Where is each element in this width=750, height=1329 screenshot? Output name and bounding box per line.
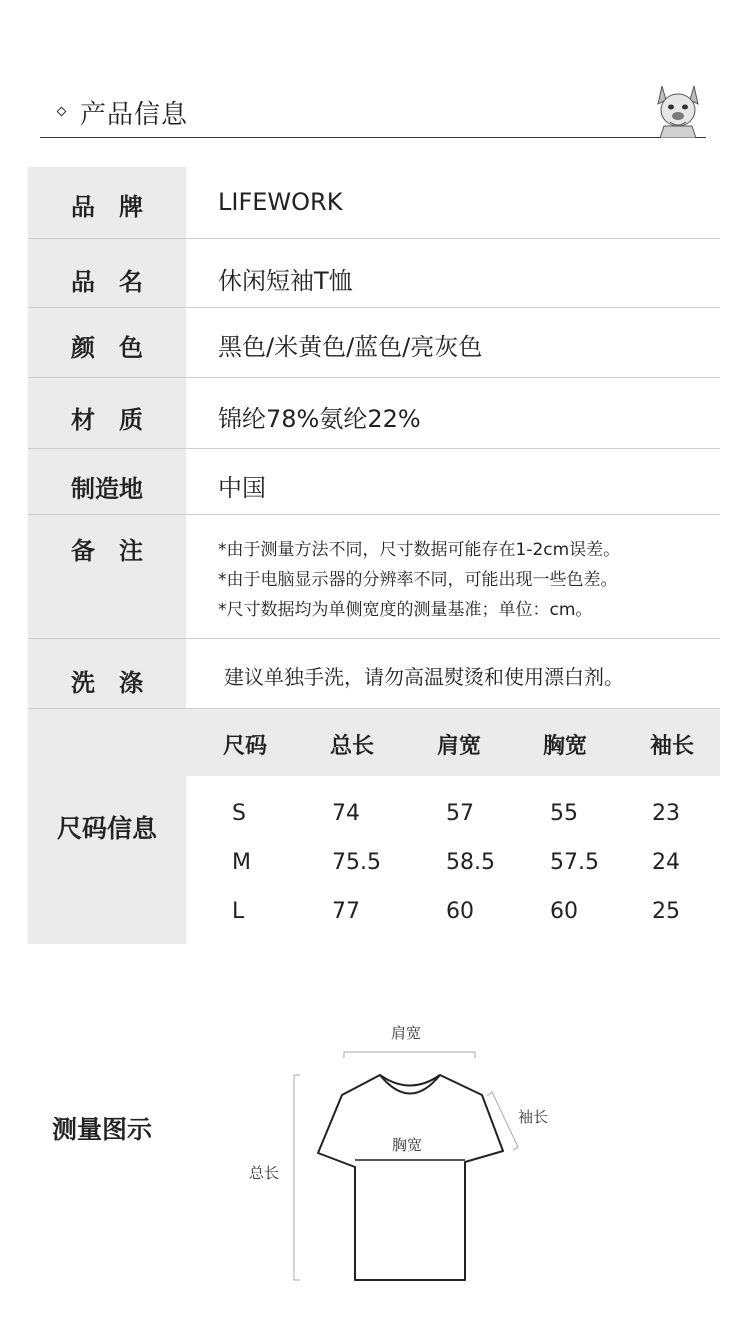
diagram-title: 测量图示: [52, 1115, 153, 1144]
length-label: 总长: [249, 1164, 280, 1182]
spec-label: 品 牌: [71, 193, 143, 221]
note-line: *尺寸数据均为单侧宽度的测量基准；单位：cm。: [218, 600, 593, 620]
diamond-icon: [57, 107, 67, 117]
spec-label: 材 质: [71, 406, 143, 434]
spec-label: 颜 色: [71, 334, 143, 362]
table-cell: 58.5: [446, 850, 495, 875]
size-table-label: 尺码信息: [56, 814, 157, 843]
size-table: [28, 709, 720, 944]
shoulder-label: 肩宽: [391, 1024, 422, 1042]
header-cell: 总长: [330, 734, 375, 759]
section-title: 产品信息: [80, 100, 189, 130]
header-cell: 袖长: [650, 734, 695, 759]
spec-value: 黑色/米黄色/蓝色/亮灰色: [218, 333, 483, 361]
table-cell: L: [232, 899, 245, 924]
table-cell: M: [232, 850, 251, 875]
table-cell: 57: [446, 801, 474, 826]
header-cell: 肩宽: [437, 734, 482, 759]
spec-row-notes: [28, 515, 720, 639]
note-line: *由于电脑显示器的分辨率不同，可能出现一些色差。: [218, 570, 618, 590]
measurement-diagram: [0, 1000, 750, 1300]
table-cell: 75.5: [332, 850, 381, 875]
spec-value: 中国: [218, 474, 266, 502]
spec-value: 休闲短袖T恤: [218, 267, 353, 295]
table-cell: 74: [332, 801, 360, 826]
spec-label: 制造地: [71, 475, 143, 503]
table-cell: 60: [446, 899, 474, 924]
spec-label: 品 名: [71, 268, 143, 296]
section-header: [40, 80, 706, 138]
spec-label: 备 注: [71, 537, 143, 565]
spec-row-material: [28, 378, 720, 449]
table-cell: 23: [652, 801, 680, 826]
note-line: *由于测量方法不同，尺寸数据可能存在1-2cm误差。: [218, 540, 621, 560]
sleeve-label: 袖长: [518, 1108, 549, 1126]
spec-value: 锦纶78%氨纶22%: [218, 405, 421, 433]
spec-label: 洗 涤: [71, 669, 143, 697]
table-cell: 77: [332, 899, 360, 924]
spec-row-wash: [28, 639, 720, 709]
spec-row-brand: [28, 167, 720, 239]
spec-row-origin: [28, 449, 720, 515]
table-cell: 55: [550, 801, 578, 826]
tshirt-outline-icon: [0, 1000, 750, 1300]
spec-value: 建议单独手洗，请勿高温熨烫和使用漂白剂。: [224, 665, 624, 689]
spec-row-color: [28, 308, 720, 378]
table-cell: S: [232, 801, 246, 826]
chest-label: 胸宽: [392, 1136, 423, 1154]
header-cell: 尺码: [223, 734, 268, 759]
table-cell: 25: [652, 899, 680, 924]
table-cell: 57.5: [550, 850, 599, 875]
spec-table: [28, 167, 720, 709]
size-table-header: [186, 709, 720, 776]
table-cell: 24: [652, 850, 680, 875]
header-cell: 胸宽: [543, 734, 588, 759]
table-cell: 60: [550, 899, 578, 924]
spec-row-name: [28, 239, 720, 308]
bulldog-logo-icon: [652, 82, 704, 138]
spec-value: LIFEWORK: [218, 188, 343, 216]
